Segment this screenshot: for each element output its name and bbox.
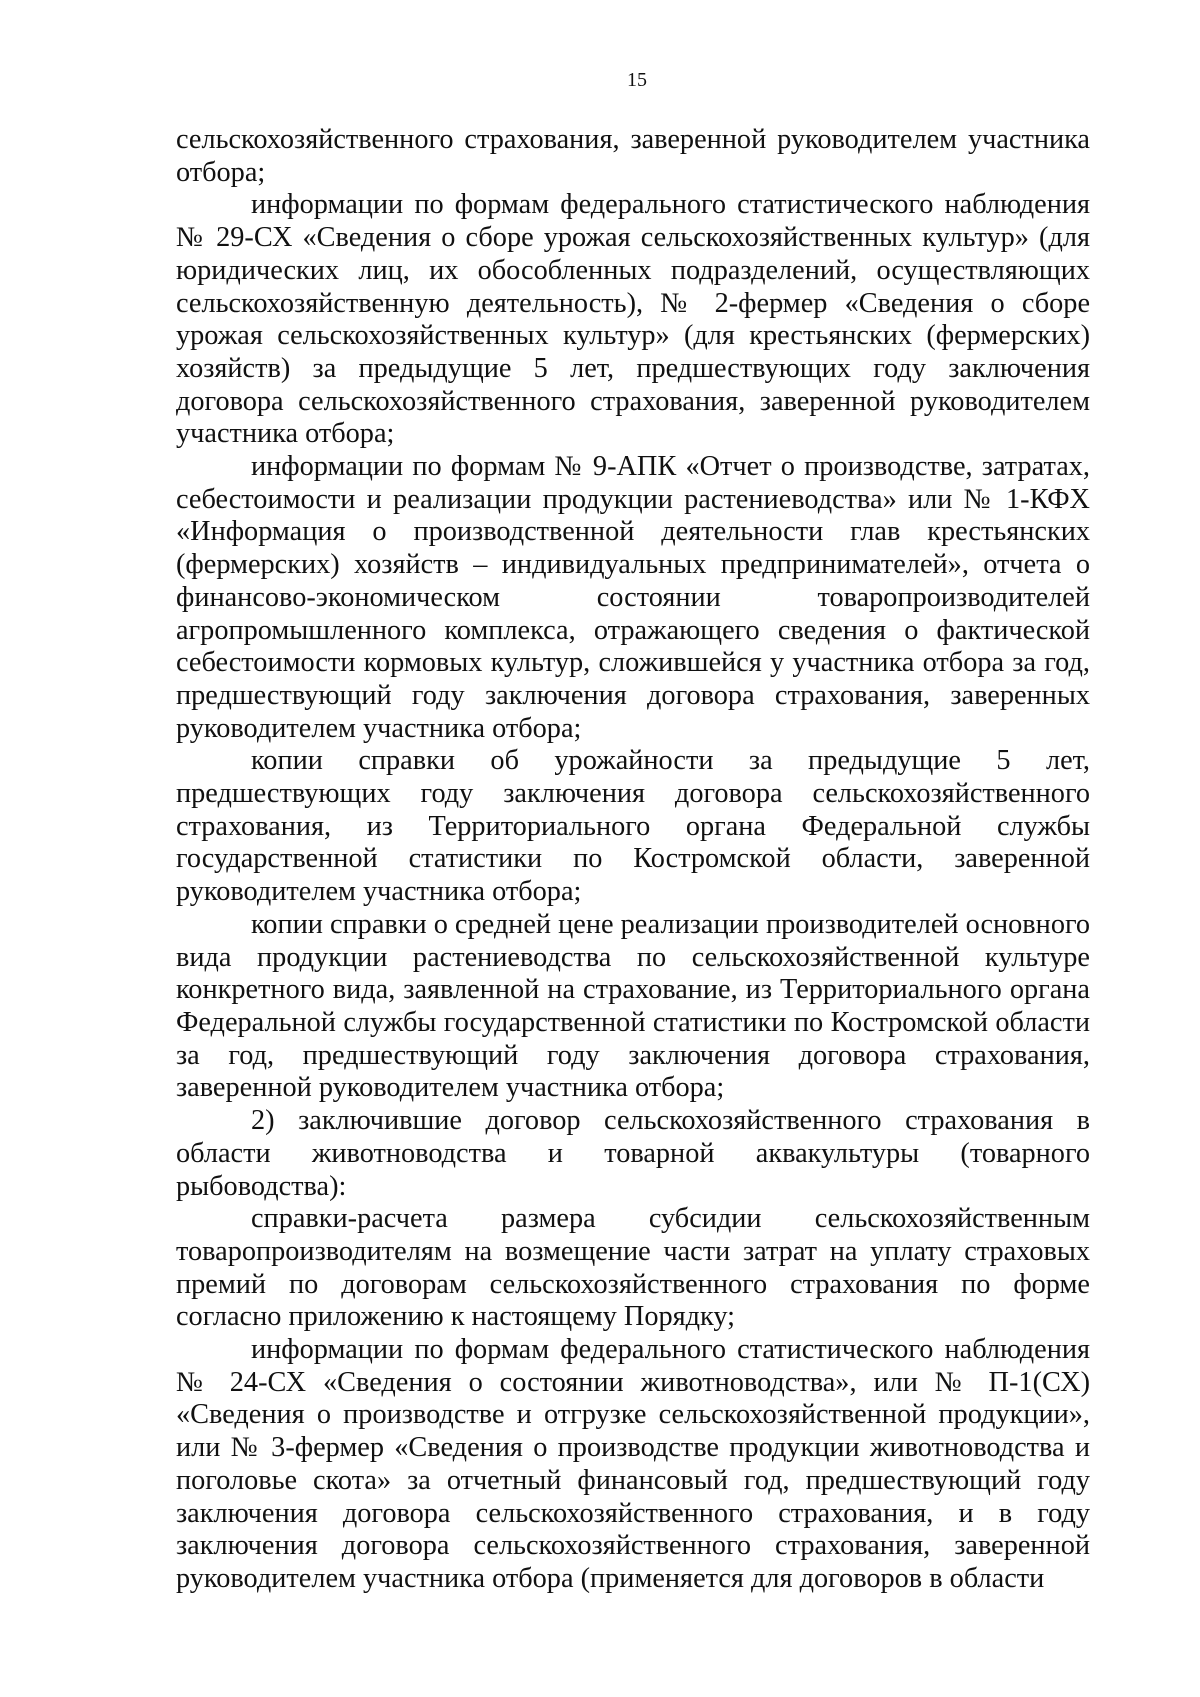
paragraph-form-9-apk: информации по формам № 9-АПК «Отчет о производстве, затратах, себестоимости и реализации продукции растениеводства» или № 1-КФХ «Информация о производственной деятельности глав крестьянских (фермерских) хозяйств – индивидуальных предпринимателей», отчета о финансово-экономическом состоянии товаропроизводителей агропромышленного комплекса, отражающего сведения о фактической себестоимости кормовых культур, сложившейся у участника отбора за год, предшествующий году заключения договора страхования, заверенных руководителем участника отбора; — [176, 451, 1090, 744]
paragraph-item-2-livestock: 2) заключившие договор сельскохозяйственного страхования в области животноводства и товарной аквакультуры (товарного рыбоводства): — [176, 1105, 1090, 1202]
page-number: 15 — [627, 69, 647, 91]
document-body — [176, 124, 1090, 1596]
paragraph-yield-certificate: копии справки об урожайности за предыдущие 5 лет, предшествующих году заключения договора сельскохозяйственного страхования, из Территориального органа Федеральной службы государственной статистики по Костромской области, заверенной руководителем участника отбора; — [176, 745, 1090, 908]
paragraph-form-29-sx: информации по формам федерального статистического наблюдения № 29-СХ «Сведения о сборе урожая сельскохозяйственных культур» (для юридических лиц, их обособленных подразделений, осуществляющих сельскохозяйственную деятельность), № 2-фермер «Сведения о сборе урожая сельскохозяйственных культур» (для крестьянских (фермерских) хозяйств) за предыдущие 5 лет, предшествующих году заключения договора сельскохозяйственного страхования, заверенной руководителем участника отбора; — [176, 189, 1090, 450]
paragraph-subsidy-calculation: справки-расчета размера субсидии сельскохозяйственным товаропроизводителям на возмещение части затрат на уплату страховых премий по договорам сельскохозяйственного страхования по форме согласно приложению к настоящему Порядку; — [176, 1203, 1090, 1333]
paragraph-continuation: сельскохозяйственного страхования, заверенной руководителем участника отбора; — [176, 124, 1090, 188]
paragraph-price-certificate: копии справки о средней цене реализации производителей основного вида продукции растениеводства по сельскохозяйственной культуре конкретного вида, заявленной на страхование, из Территориального органа Федеральной службы государственной статистики по Костромской области за год, предшествующий году заключения договора страхования, заверенной руководителем участника отбора; — [176, 908, 1091, 1104]
paragraph-form-24-sx: информации по формам федерального статистического наблюдения № 24-СХ «Сведения о состоянии животноводства», или № П-1(СХ) «Сведения о производстве и отгрузке сельскохозяйственной продукции», или № 3-фермер «Сведения о производстве продукции животноводства и поголовье скота» за отчетный финансовый год, предшествующий году заключения договора сельскохозяйственного страхования, и в году заключения договора сельскохозяйственного страхования, заверенной руководителем участника отбора (применяется для договоров в области — [176, 1334, 1090, 1594]
